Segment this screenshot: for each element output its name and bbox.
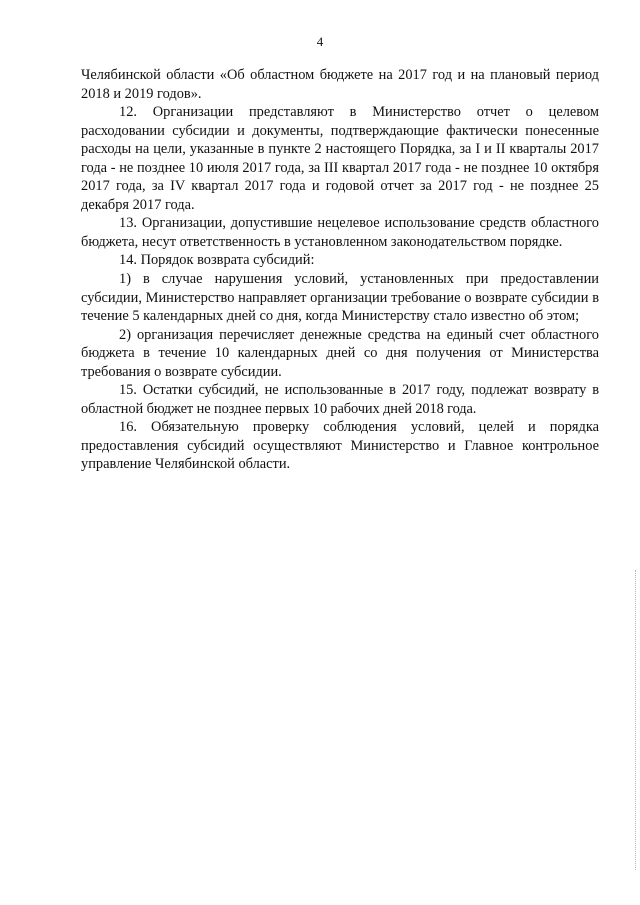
paragraph-item-15: 15. Остатки субсидий, не использованные в 2017 году, подлежат возврату в областной бюджет не позднее первых 10 рабочих дней 2018 года.	[81, 382, 599, 417]
scan-edge-marks	[633, 570, 636, 870]
paragraph-item-14-2: 2) организация перечисляет денежные средства на единый счет областного бюджета в течение 10 календарных дней со дня получения от Министерства требования о возврате субсидии.	[81, 326, 599, 380]
paragraph-item-16: 16. Обязательную проверку соблюдения условий, целей и порядка предоставления субсидий осуществляют Министерство и Главное контрольное управление Челябинской области.	[81, 419, 599, 473]
paragraph-continuation: Челябинской области «Об областном бюджете на 2017 год и на плановый период 2018 и 2019 годов».	[81, 67, 599, 102]
document-body	[81, 66, 599, 474]
paragraph-item-14-1: 1) в случае нарушения условий, установленных при предоставлении субсидии, Министерство направляет организации требование о возврате субсидии в течение 5 календарных дней со дня, когда Министерству стало известно об этом;	[81, 271, 599, 325]
page-number: 4	[316, 34, 324, 49]
paragraph-item-13: 13. Организации, допустившие нецелевое использование средств областного бюджета, несут ответственность в установленном законодательством порядке.	[81, 215, 599, 250]
paragraph-item-14: 14. Порядок возврата субсидий:	[119, 252, 315, 269]
paragraph-item-12: 12. Организации представляют в Министерство отчет о целевом расходовании субсидии и документы, подтверждающие фактически понесенные расходы на цели, указанные в пункте 2 настоящего Порядка, за I и II кварталы 2017 года - не позднее 10 июля 2017 года, за III квартал 2017 года - не позднее 10 октября 2017 года, за IV квартал 2017 года и годовой отчет за 2017 год - не позднее 25 декабря 2017 года.	[81, 104, 599, 213]
